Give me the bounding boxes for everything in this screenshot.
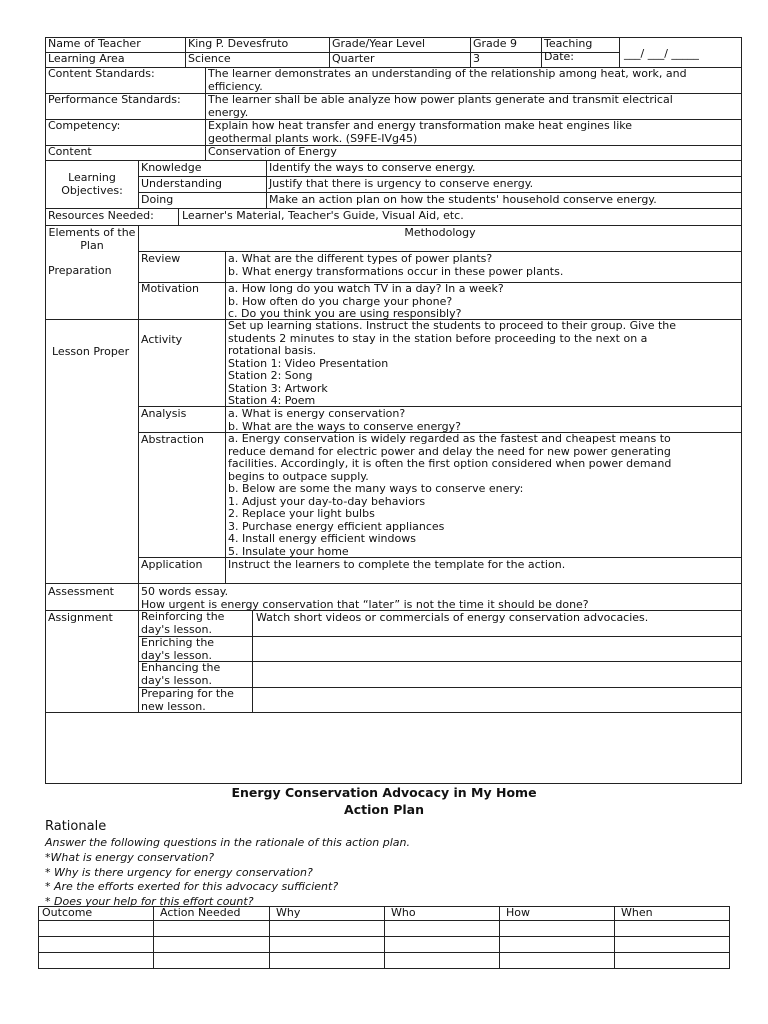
text-line: a. Energy conservation is widely regarded as the fastest and cheapest means to [228,432,671,445]
competency-value [208,120,632,145]
text-line: Enriching the [141,636,215,649]
table-border-bottom [45,783,742,784]
text-line: 50 words essay. [141,585,229,598]
lesson-proper-label: Lesson Proper [52,345,130,358]
text-line: Objectives: [61,183,123,197]
row-divider [138,661,742,662]
text-line: b. How often do you charge your phone? [228,294,453,308]
quarter-value: 3 [473,52,480,65]
col-divider [614,906,615,968]
text-line: Preparing for the [141,687,234,700]
content-label: Content [48,145,92,158]
text-line: b. What are the ways to conserve energy? [228,419,461,433]
text-line: facilities. Accordingly, it is often the first option considered when power demand [228,457,672,470]
text-line: a. What are the different types of power plants? [228,252,493,265]
content-value: Conservation of Energy [208,145,337,158]
text-line: The learner demonstrates an understanding of the relationship among heat, work, and [208,67,687,80]
learning-objectives-label [46,172,138,197]
col-divider [269,906,270,968]
col-divider [178,208,179,225]
text-line: Set up learning stations. Instruct the students to proceed to their group. Give the [228,319,677,332]
col-header-outcome: Outcome [42,906,93,919]
text-line: a. How long do you watch TV in a day? In a week? [228,282,504,295]
row-divider [45,583,742,584]
table-border-left [45,37,46,783]
col-divider [225,251,226,583]
assessment-label: Assessment [48,585,114,598]
text-line: day's lesson. [141,648,212,662]
text-line: day's lesson. [141,622,212,636]
col-divider [329,37,330,67]
col-divider [470,37,471,67]
row-divider [45,145,742,146]
text-line: reduce demand for electric power and delay the need for new power generating [228,444,671,458]
col-divider [499,906,500,968]
objective-text-doing: Make an action plan on how the students' household conserve energy. [269,193,657,206]
text-line: Station 3: Artwork [228,381,328,395]
row-divider [38,968,730,969]
review-value [228,253,563,278]
text-line: Station 1: Video Presentation [228,356,389,370]
col-divider [153,906,154,968]
motivation-value [228,283,504,321]
assignment-enriching-label [141,637,214,662]
elements-of-plan-label [46,227,138,252]
row-divider [138,636,742,637]
methodology-label: Methodology [404,226,476,239]
competency-label: Competency: [48,119,121,132]
application-value: Instruct the learners to complete the template for the action. [228,558,566,571]
col-divider [266,160,267,208]
col-divider [138,225,139,712]
teacher-label: Name of Teacher [48,37,141,50]
text-line: Station 2: Song [228,369,313,382]
assessment-value [141,586,589,611]
text-line: begins to outpace supply. [228,469,369,483]
objective-text-knowledge: Identify the ways to conserve energy. [269,161,476,174]
text-line: efficiency. [208,79,263,93]
text-line: a. What is energy conservation? [228,407,406,420]
rationale-questions [45,851,338,909]
grade-value: Grade 9 [473,37,518,50]
text-line: energy. [208,105,249,119]
col-divider [619,37,620,67]
objective-text-understanding: Justify that there is urgency to conserve energy. [269,177,534,190]
text-line: 2. Replace your light bulbs [228,507,375,520]
assignment-reinforcing-label [141,611,224,636]
col-divider [38,906,39,968]
performance-standards-value [208,94,673,119]
text-line: b. Below are some the many ways to conserve enery: [228,482,524,495]
text-line: 4. Install energy efficient windows [228,532,416,545]
analysis-label: Analysis [141,407,187,420]
text-line: 3. Purchase energy efficient appliances [228,519,445,533]
question-item: * Are the efforts exerted for this advocacy sufficient? [45,880,339,893]
teacher-value: King P. Devesfruto [188,37,289,50]
col-header-action-needed: Action Needed [160,906,241,919]
table-border-right [741,37,742,783]
text-line: 1. Adjust your day-to-day behaviors [228,494,426,508]
col-header-who: Who [391,906,416,919]
text-line: rotational basis. [228,344,317,357]
rationale-heading: Rationale [45,819,107,834]
question-item: *What is energy conservation? [45,851,215,864]
content-standards-value [208,68,687,93]
application-label: Application [141,558,203,571]
objective-domain-doing: Doing [141,193,174,206]
teaching-date-label: Teaching Date: [544,37,593,63]
col-divider [205,67,206,160]
text-line: geothermal plants work. (S9FE-IVg45) [208,131,418,145]
text-line: b. What energy transformations occur in these power plants. [228,264,564,278]
text-line: Enhancing the [141,661,221,674]
text-line: Station 4: Poem [228,394,316,407]
col-divider [541,37,542,67]
assignment-label: Assignment [48,611,113,624]
text-line: c. Do you think you are using responsibly? [228,307,462,320]
col-divider [384,906,385,968]
text-line: How urgent is energy conservation that “later” is not the time it should be done? [141,597,589,611]
review-label: Review [141,252,181,265]
resources-label: Resources Needed: [48,209,154,222]
col-header-how: How [506,906,530,919]
activity-value [228,320,676,408]
learning-area-value: Science [188,52,231,65]
text-line: Plan [80,238,104,252]
assignment-reinforcing-value: Watch short videos or commercials of energy conservation advocacies. [256,611,649,624]
col-divider [729,906,730,968]
text-line: Learning [68,171,116,184]
text-line: day's lesson. [141,673,212,687]
text-line: The learner shall be able analyze how power plants generate and transmit electrical [208,93,673,106]
abstraction-value [228,433,671,558]
assignment-preparing-label [141,688,234,713]
text-line: Elements of the [48,226,136,239]
assignment-enhancing-label [141,662,220,687]
performance-standards-label: Performance Standards: [48,93,181,106]
col-divider [138,160,139,208]
text-line: Reinforcing the [141,610,225,623]
text-line: students 2 minutes to stay in the station before proceeding to the next on a [228,331,648,345]
col-divider [185,37,186,67]
abstraction-label: Abstraction [141,433,204,446]
learning-area-label: Learning Area [48,52,125,65]
question-item: * Why is there urgency for energy conservation? [45,865,313,879]
text-line: 5. Insulate your home [228,544,349,558]
text-line: Explain how heat transfer and energy transformation make heat engines like [208,119,633,132]
objective-domain-understanding: Understanding [141,177,223,190]
quarter-label: Quarter [332,52,375,65]
col-divider [252,610,253,712]
teaching-date-value: ___/ ___/ _____ [624,47,699,60]
action-plan-title: Energy Conservation Advocacy in My Home [231,785,537,800]
rationale-instructions: Answer the following questions in the rationale of this action plan. [45,836,410,849]
col-header-why: Why [276,906,301,919]
content-standards-label: Content Standards: [48,67,155,80]
resources-value: Learner's Material, Teacher's Guide, Visual Aid, etc. [182,209,464,222]
motivation-label: Motivation [141,282,199,295]
col-header-when: When [621,906,653,919]
row-divider [45,225,742,226]
text-line: new lesson. [141,699,206,713]
activity-label: Activity [141,333,183,346]
preparation-label: Preparation [48,264,112,277]
analysis-value [228,408,461,433]
objective-domain-knowledge: Knowledge [141,161,202,174]
question-item: * Does your help for this effort count? [45,894,254,908]
grade-label: Grade/Year Level [332,37,426,50]
action-plan-subtitle: Action Plan [344,802,424,817]
